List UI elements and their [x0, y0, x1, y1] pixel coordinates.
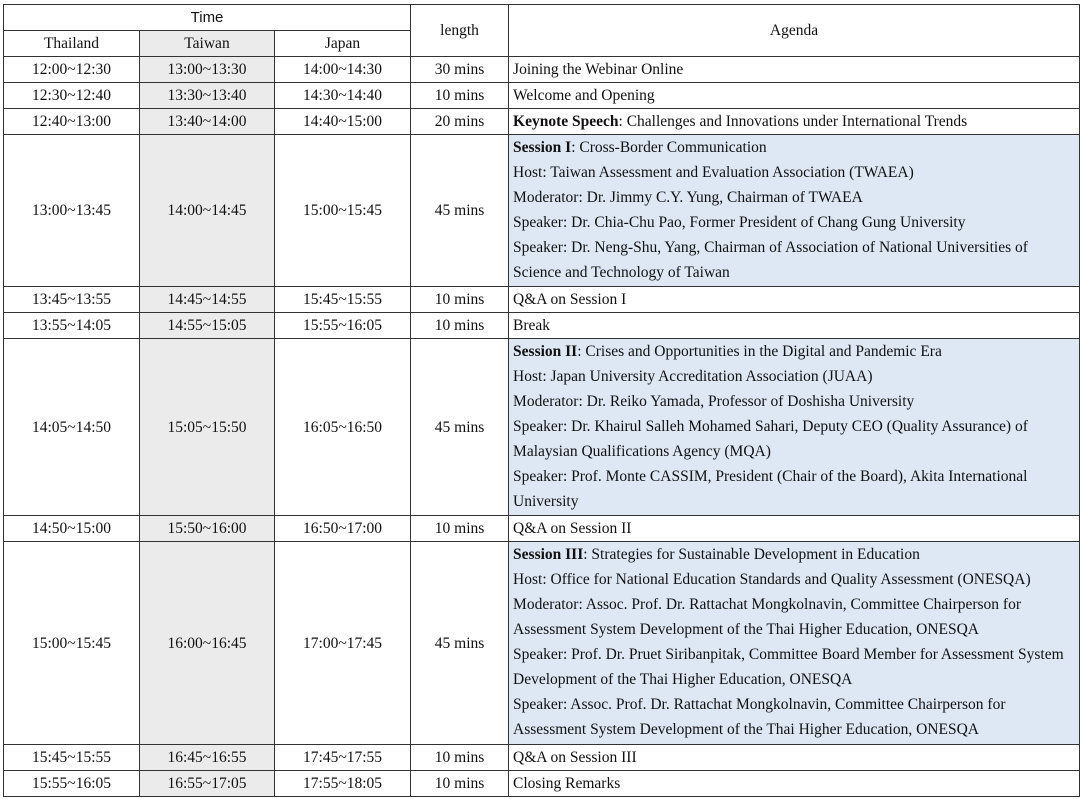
session-title-text: : Crises and Opportunities in the Digital and Pandemic Era — [577, 343, 942, 360]
time-taiwan: 14:45~14:55 — [140, 287, 275, 313]
table-row — [4, 57, 1080, 83]
length-cell: 45 mins — [411, 542, 509, 745]
time-japan: 17:55~18:05 — [275, 771, 411, 797]
header-taiwan: Taiwan — [140, 31, 275, 57]
length-cell: 45 mins — [411, 339, 509, 516]
time-thailand: 12:40~13:00 — [4, 109, 140, 135]
time-thailand: 12:00~12:30 — [4, 57, 140, 83]
length-cell: 45 mins — [411, 135, 509, 287]
length-cell: 30 mins — [411, 57, 509, 83]
time-taiwan: 16:45~16:55 — [140, 745, 275, 771]
table-row-session — [4, 135, 1080, 287]
session-speaker: Speaker: Prof. Monte CASSIM, President (Chair of the Board), Akita International University — [513, 468, 1028, 510]
session-title-bold: Session I — [513, 139, 572, 156]
session-title-text: : Cross-Border Communication — [571, 139, 767, 156]
length-cell: 10 mins — [411, 745, 509, 771]
agenda-cell: Closing Remarks — [509, 771, 1080, 797]
session-cell — [509, 542, 1080, 745]
agenda-cell: Q&A on Session I — [509, 287, 1080, 313]
session-speaker: Speaker: Dr. Chia-Chu Pao, Former President of Chang Gung University — [513, 214, 966, 231]
session-title-bold: Session II — [513, 343, 578, 360]
time-taiwan: 14:00~14:45 — [140, 135, 275, 287]
length-cell: 10 mins — [411, 516, 509, 542]
session-host: Host: Taiwan Assessment and Evaluation Association (TWAEA) — [513, 164, 914, 181]
length-cell: 20 mins — [411, 109, 509, 135]
time-taiwan: 16:00~16:45 — [140, 542, 275, 745]
table-row — [4, 516, 1080, 542]
header-time: Time — [4, 5, 411, 31]
agenda-cell: Welcome and Opening — [509, 83, 1080, 109]
session-speaker: Speaker: Dr. Neng-Shu, Yang, Chairman of Association of National Universities of Science and Technology of Taiwan — [513, 239, 1028, 281]
time-taiwan: 13:00~13:30 — [140, 57, 275, 83]
header-length: length — [411, 5, 509, 57]
time-taiwan: 15:50~16:00 — [140, 516, 275, 542]
agenda-table — [3, 4, 1080, 797]
time-thailand: 15:45~15:55 — [4, 745, 140, 771]
time-japan: 16:50~17:00 — [275, 516, 411, 542]
header-agenda: Agenda — [509, 5, 1080, 57]
header-japan: Japan — [275, 31, 411, 57]
time-taiwan: 13:40~14:00 — [140, 109, 275, 135]
time-taiwan: 13:30~13:40 — [140, 83, 275, 109]
time-thailand: 13:55~14:05 — [4, 313, 140, 339]
table-row — [4, 745, 1080, 771]
session-moderator: Moderator: Assoc. Prof. Dr. Rattachat Mongkolnavin, Committee Chairperson for Assessment System Development of the Thai Higher Education, ONESQA — [513, 596, 1021, 638]
time-taiwan: 14:55~15:05 — [140, 313, 275, 339]
time-japan: 15:00~15:45 — [275, 135, 411, 287]
time-japan: 15:55~16:05 — [275, 313, 411, 339]
time-japan: 15:45~15:55 — [275, 287, 411, 313]
session-title — [513, 339, 1077, 364]
agenda-bold-label: Keynote Speech — [513, 113, 619, 130]
agenda-cell — [509, 109, 1080, 135]
session-title — [513, 542, 1077, 567]
header-row-1 — [4, 5, 1080, 31]
session-title-bold: Session III — [513, 546, 584, 563]
agenda-cell: Break — [509, 313, 1080, 339]
session-speaker: Speaker: Dr. Khairul Salleh Mohamed Sahari, Deputy CEO (Quality Assurance) of Malaysian Qualifications Agency (MQA) — [513, 418, 1028, 460]
table-row-session — [4, 339, 1080, 516]
time-taiwan: 16:55~17:05 — [140, 771, 275, 797]
time-japan: 16:05~16:50 — [275, 339, 411, 516]
length-cell: 10 mins — [411, 287, 509, 313]
session-host: Host: Japan University Accreditation Association (JUAA) — [513, 368, 873, 385]
table-row — [4, 109, 1080, 135]
session-moderator: Moderator: Dr. Reiko Yamada, Professor of Doshisha University — [513, 393, 915, 410]
table-row-session — [4, 542, 1080, 745]
agenda-text: : Challenges and Innovations under International Trends — [618, 113, 968, 130]
time-taiwan: 15:05~15:50 — [140, 339, 275, 516]
session-title — [513, 135, 1077, 160]
length-cell: 10 mins — [411, 83, 509, 109]
session-host: Host: Office for National Education Standards and Quality Assessment (ONESQA) — [513, 571, 1031, 588]
agenda-cell: Joining the Webinar Online — [509, 57, 1080, 83]
time-thailand: 14:50~15:00 — [4, 516, 140, 542]
time-japan: 14:40~15:00 — [275, 109, 411, 135]
time-japan: 17:45~17:55 — [275, 745, 411, 771]
session-speaker: Speaker: Assoc. Prof. Dr. Rattachat Mongkolnavin, Committee Chairperson for Assessment System Development of the Thai Higher Education, ONESQA — [513, 696, 1006, 738]
table-row — [4, 313, 1080, 339]
session-cell — [509, 339, 1080, 516]
table-row — [4, 771, 1080, 797]
session-cell — [509, 135, 1080, 287]
length-cell: 10 mins — [411, 313, 509, 339]
session-moderator: Moderator: Dr. Jimmy C.Y. Yung, Chairman of TWAEA — [513, 189, 863, 206]
time-japan: 14:00~14:30 — [275, 57, 411, 83]
table-row — [4, 83, 1080, 109]
header-thailand: Thailand — [4, 31, 140, 57]
agenda-cell: Q&A on Session II — [509, 516, 1080, 542]
time-thailand: 13:45~13:55 — [4, 287, 140, 313]
time-japan: 14:30~14:40 — [275, 83, 411, 109]
time-japan: 17:00~17:45 — [275, 542, 411, 745]
time-thailand: 14:05~14:50 — [4, 339, 140, 516]
length-cell: 10 mins — [411, 771, 509, 797]
time-thailand: 13:00~13:45 — [4, 135, 140, 287]
time-thailand: 15:55~16:05 — [4, 771, 140, 797]
session-title-text: : Strategies for Sustainable Development in Education — [583, 546, 920, 563]
time-thailand: 12:30~12:40 — [4, 83, 140, 109]
time-thailand: 15:00~15:45 — [4, 542, 140, 745]
agenda-cell: Q&A on Session III — [509, 745, 1080, 771]
session-speaker: Speaker: Prof. Dr. Pruet Siribanpitak, Committee Board Member for Assessment System Development of the Thai Higher Education, ONESQA — [513, 646, 1064, 688]
table-row — [4, 287, 1080, 313]
